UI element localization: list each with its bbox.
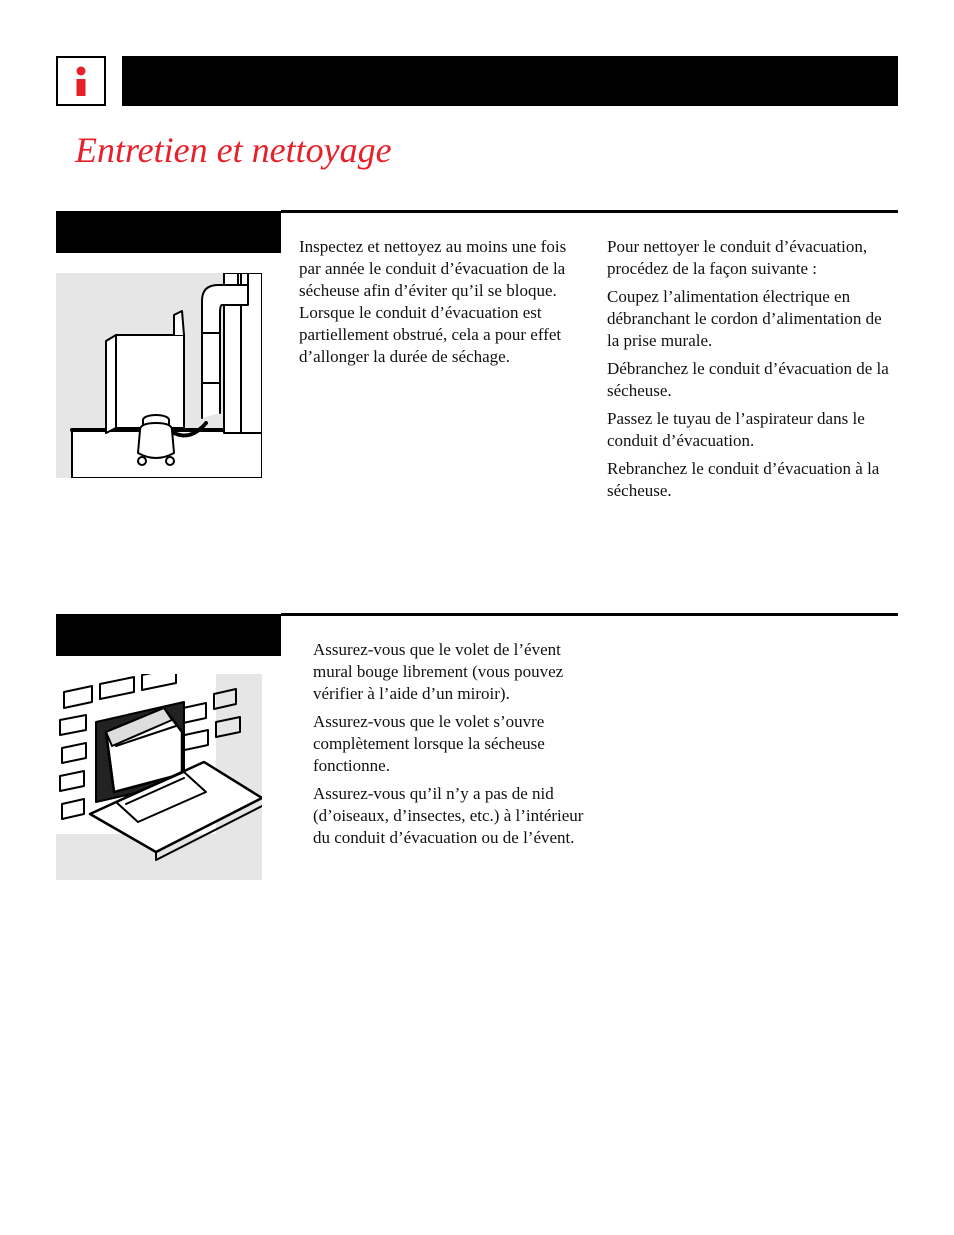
vacuum-exhaust-duct-illustration — [56, 273, 262, 478]
procedure-step: Passez le tuyau de l’aspirateur dans le conduit d’évacuation. — [607, 409, 865, 450]
procedure-intro: Pour nettoyer le conduit d’évacuation, procédez de la façon suivante : — [607, 237, 868, 278]
info-icon — [56, 56, 106, 106]
page-title: Entretien et nettoyage — [75, 130, 392, 170]
header-bar — [122, 56, 898, 106]
vent-check-item: Assurez-vous que le volet de l’évent mural bouge librement (vous pouvez vérifier à l’aide d’un miroir). — [313, 640, 564, 703]
wall-vent-hood-illustration — [56, 674, 262, 880]
section-rule-exhaust — [281, 210, 898, 213]
exhaust-procedure — [607, 236, 898, 508]
section-header-bar-exhaust — [56, 211, 281, 253]
procedure-step: Rebranchez le conduit d’évacuation à la sécheuse. — [607, 459, 880, 500]
section-header-bar-vent — [56, 614, 281, 656]
exhaust-paragraph: Inspectez et nettoyez au moins une fois par année le conduit d’évacuation de la sécheuse afin d’éviter qu’il se bloque. Lorsque le conduit d’évacuation est partiellement obstrué, cela a pour effet d’allonger la durée de séchage. — [299, 237, 567, 366]
vent-check-item: Assurez-vous que le volet s’ouvre complètement lorsque la sécheuse fonctionne. — [313, 712, 545, 775]
vent-check-item: Assurez-vous qu’il n’y a pas de nid (d’oiseaux, d’insectes, etc.) à l’intérieur du conduit d’évacuation ou de l’évent. — [313, 784, 584, 847]
vent-checklist — [313, 639, 593, 855]
procedure-step: Coupez l’alimentation électrique en débranchant le cordon d’alimentation de la prise murale. — [607, 287, 882, 350]
exhaust-description — [299, 236, 571, 374]
section-rule-vent — [281, 613, 898, 616]
procedure-step: Débranchez le conduit d’évacuation de la sécheuse. — [607, 359, 889, 400]
